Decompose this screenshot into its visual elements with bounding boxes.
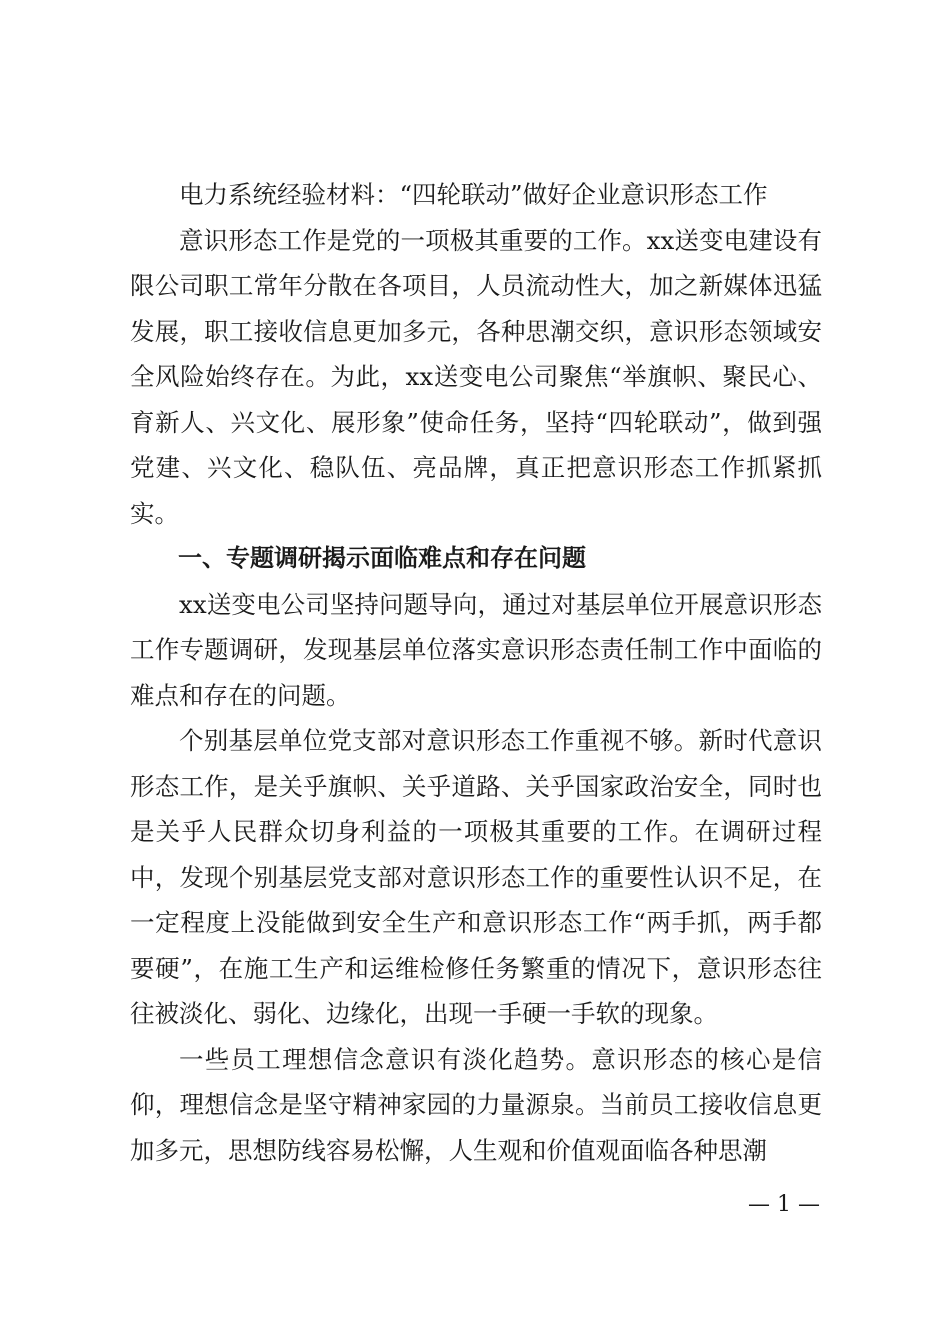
page-number: — 1 — — [748, 1192, 820, 1217]
body-paragraph: 一些员工理想信念意识有淡化趋势。意识形态的核心是信仰，理想信念是坚守精神家园的力量源泉。当前员工接收信息更加多元，思想防线容易松懈，人生观和价值观面临各种思潮 — [130, 1044, 822, 1165]
document-title: 电力系统经验材料：“四轮联动”做好企业意识形态工作 — [179, 180, 768, 209]
body-paragraph: 个别基层单位党支部对意识形态工作重视不够。新时代意识形态工作，是关乎旗帜、关乎道路、关乎国家政治安全，同时也是关乎人民群众切身利益的一项极其重要的工作。在调研过程中，发现个别基层党支部对意识形态工作的重要性认识不足，在一定程度上没能做到安全生产和意识形态工作“两手抓，两手都要硬”，在施工生产和运维检修任务繁重的情况下，意识形态往往被淡化、弱化、边缘化，出现一手硬一手软的现象。 — [130, 726, 822, 1028]
section-heading: 一、专题调研揭示面临难点和存在问题 — [178, 544, 586, 572]
document-body — [130, 172, 822, 1173]
intro-paragraph: 意识形态工作是党的一项极其重要的工作。xx送变电建设有限公司职工常年分散在各项目，人员流动性大，加之新媒体迅猛发展，职工接收信息更加多元，各种思潮交织，意识形态领域安全风险始终存在。为此，xx送变电公司聚焦“举旗帜、聚民心、育新人、兴文化、展形象”使命任务，坚持“四轮联动”，做到强党建、兴文化、稳队伍、亮品牌，真正把意识形态工作抓紧抓实。 — [130, 225, 822, 528]
body-paragraph: xx送变电公司坚持问题导向，通过对基层单位开展意识形态工作专题调研，发现基层单位落实意识形态责任制工作中面临的难点和存在的问题。 — [130, 589, 822, 710]
